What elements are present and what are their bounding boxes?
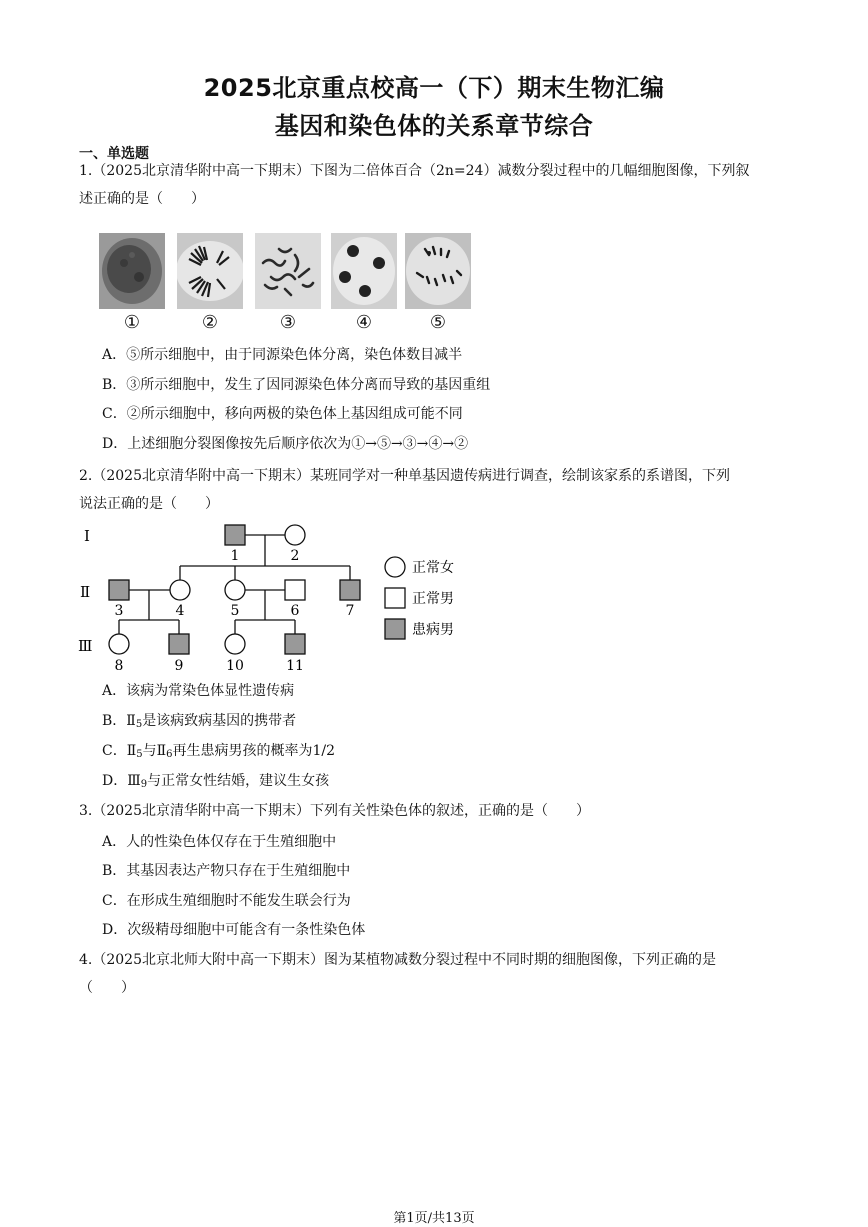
generation-label-3: Ⅲ <box>78 637 93 655</box>
legend-affected-symbol <box>385 619 405 639</box>
legend-female-symbol <box>385 557 405 577</box>
legend-female-label: 正常女 <box>412 560 454 576</box>
question-2-option-d: D．$Ⅲ_9$与正常女性结婚，建议生女孩 <box>102 773 330 790</box>
section-heading: 一、单选题 <box>79 146 149 162</box>
document-subtitle: 基因和染色体的关系章节综合 <box>274 112 594 140</box>
page-footer: 第1页/共13页 <box>393 1211 475 1226</box>
cell-label-5: ⑤ <box>429 312 447 333</box>
question-1-line-2: 述正确的是（ ） <box>79 191 205 207</box>
pedigree-chart <box>78 518 478 678</box>
pedigree-individual-5 <box>225 580 245 600</box>
question-4 <box>79 946 794 1002</box>
question-2-line-1: 2.（2025北京清华附中高一下期末）某班同学对一种单基因遗传病进行调查，绘制该家系的系谱图，下列 <box>79 468 730 484</box>
question-2-option-b: B．$Ⅱ_5$是该病致病基因的携带者 <box>102 713 297 730</box>
pedigree-individual-10 <box>225 634 245 654</box>
question-3 <box>79 797 794 825</box>
question-1-option-a: A．⑤所示细胞中，由于同源染色体分离，染色体数目减半 <box>102 347 463 363</box>
pedigree-number-11: 11 <box>286 658 304 674</box>
question-3-option-b: B．其基因表达产物只存在于生殖细胞中 <box>102 863 351 879</box>
cell-image-2 <box>177 233 243 309</box>
pedigree-number-5: 5 <box>230 603 240 619</box>
pedigree-individual-8 <box>109 634 129 654</box>
legend-male-label: 正常男 <box>412 591 454 607</box>
question-2-line-2: 说法正确的是（ ） <box>79 496 219 512</box>
question-1-option-b: B．③所示细胞中，发生了因同源染色体分离而导致的基因重组 <box>102 377 491 393</box>
question-1 <box>79 157 794 213</box>
question-3-option-c: C．在形成生殖细胞时不能发生联会行为 <box>102 893 351 909</box>
cell-image-4 <box>331 233 397 309</box>
pedigree-number-4: 4 <box>175 603 185 619</box>
legend-male-symbol <box>385 588 405 608</box>
pedigree-individual-4 <box>170 580 190 600</box>
question-1-line-1: 1.（2025北京清华附中高一下期末）下图为二倍体百合（2n=24）减数分裂过程中的几幅细胞图像，下列叙 <box>79 163 750 179</box>
pedigree-number-2: 2 <box>290 548 300 564</box>
pedigree-number-8: 8 <box>114 658 124 674</box>
cell-label-3: ③ <box>279 312 297 333</box>
question-4-line-2: （ ） <box>79 980 135 996</box>
question-1-option-d: D．上述细胞分裂图像按先后顺序依次为①→⑤→③→④→② <box>102 436 469 452</box>
question-3-option-a: A．人的性染色体仅存在于生殖细胞中 <box>102 834 337 850</box>
generation-label-1: Ⅰ <box>84 527 90 545</box>
question-2-option-c: C．$Ⅱ_5$与$Ⅱ_6$再生患病男孩的概率为1/2 <box>102 743 336 760</box>
pedigree-individual-2 <box>285 525 305 545</box>
legend-affected-label: 患病男 <box>412 622 454 638</box>
cell-label-4: ④ <box>355 312 373 333</box>
question-2 <box>79 462 794 518</box>
pedigree-individual-3 <box>109 580 129 600</box>
document-title: 2025北京重点校高一（下）期末生物汇编 <box>203 74 665 102</box>
cell-image-5 <box>405 233 471 309</box>
pedigree-individual-11 <box>285 634 305 654</box>
cell-image-3 <box>255 233 321 309</box>
question-1-option-c: C．②所示细胞中，移向两极的染色体上基因组成可能不同 <box>102 406 463 422</box>
pedigree-number-6: 6 <box>290 603 300 619</box>
cell-label-1: ① <box>123 312 141 333</box>
question-3-line-1: 3.（2025北京清华附中高一下期末）下列有关性染色体的叙述，正确的是（ ） <box>79 803 590 819</box>
pedigree-number-9: 9 <box>174 658 184 674</box>
question-4-line-1: 4.（2025北京北师大附中高一下期末）图为某植物减数分裂过程中不同时期的细胞图像，下列正确的是 <box>79 952 716 968</box>
pedigree-individual-1 <box>225 525 245 545</box>
pedigree-number-10: 10 <box>226 658 244 674</box>
question-3-option-d: D．次级精母细胞中可能含有一条性染色体 <box>102 922 366 938</box>
cell-label-2: ② <box>201 312 219 333</box>
pedigree-number-3: 3 <box>114 603 124 619</box>
cell-image-row <box>99 233 471 333</box>
pedigree-number-7: 7 <box>345 603 355 619</box>
cell-image-1 <box>99 233 165 309</box>
generation-label-2: Ⅱ <box>80 583 91 601</box>
pedigree-number-1: 1 <box>230 548 240 564</box>
question-2-option-a: A．该病为常染色体显性遗传病 <box>102 683 295 699</box>
pedigree-individual-9 <box>169 634 189 654</box>
pedigree-individual-7 <box>340 580 360 600</box>
pedigree-individual-6 <box>285 580 305 600</box>
